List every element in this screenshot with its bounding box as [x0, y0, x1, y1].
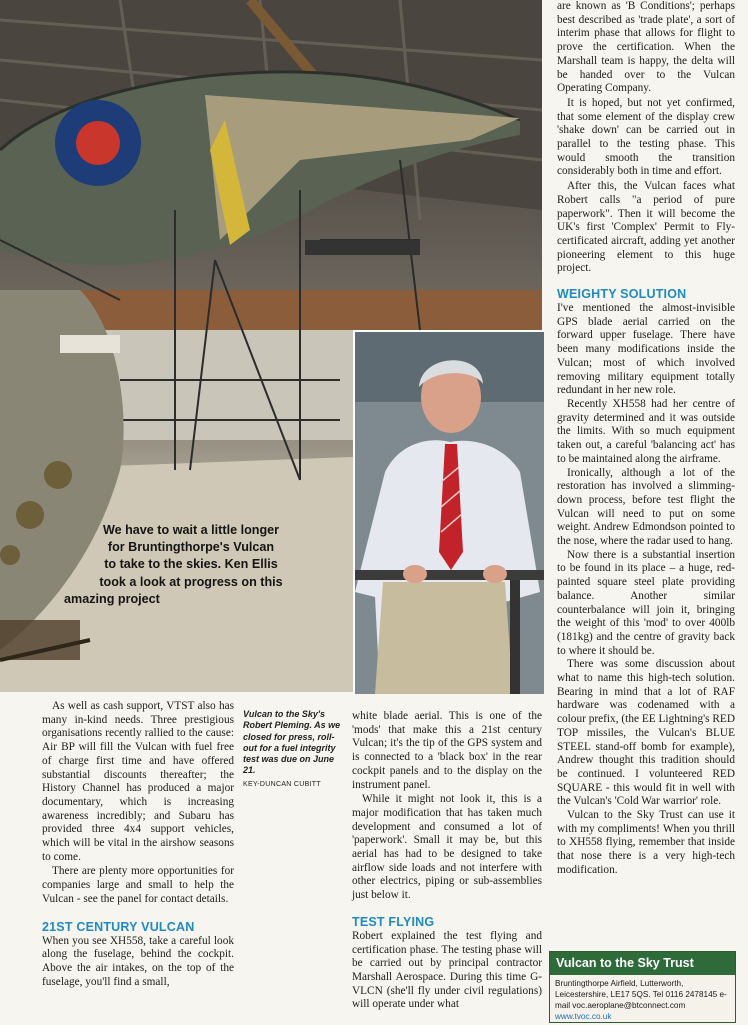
standfirst-line: amazing project: [64, 591, 160, 606]
paragraph: It is hoped, but not yet confirmed, that some element of the display crew 'shake down' can be carried out in parallel to the testing phase. This would smooth the transition considerably both in time and effort.: [557, 96, 735, 178]
section-heading-weighty-solution: WEIGHTY SOLUTION: [557, 287, 687, 302]
standfirst-line: to take to the skies. Ken Ellis: [104, 557, 278, 572]
section-heading-test-flying: TEST FLYING: [352, 914, 435, 929]
robert-pleming-portrait: [353, 330, 544, 694]
trust-panel-title: Vulcan to the Sky Trust: [550, 952, 735, 975]
standfirst-line: for Bruntingthorpe's Vulcan: [107, 540, 275, 555]
trust-website-link[interactable]: www.tvoc.co.uk: [555, 1012, 612, 1021]
article-column-1: [42, 700, 234, 989]
paragraph: When you see XH558, take a careful look along the fuselage, behind the cockpit. Above the air intakes, on the top of the fuselage, you'll find a small,: [42, 934, 234, 988]
portrait-illustration: [355, 332, 544, 694]
paragraph: are known as 'B Conditions'; perhaps best described as 'trade plate', a sort of interim phase that allows for flight to prove the certification. When the Marshall team is happy, the delta will be handed over to the Vulcan Operating Company.: [557, 0, 735, 95]
standfirst-line: We have to wait a little longer: [102, 523, 280, 537]
photo-credit: KEY-DUNCAN CUBITT: [243, 780, 321, 788]
caption-text: Vulcan to the Sky's Robert Pleming. As we closed for press, roll-out for a fuel integrity test was due on June 21.: [243, 709, 341, 776]
paragraph: Now there is a substantial insertion to be found in its place – a huge, red-painted square steel plate providing balance. Another similar counterbalance will join it, bringing the weight of this 'mod' to over 400lb (181kg) and the centre of gravity back to where it should be.: [557, 548, 735, 657]
paragraph: After this, the Vulcan faces what Robert calls "a period of pure paperwork". Then it will become the UK's first 'Complex' Permit to Fly-certificated aircraft, adding yet another pioneering element to this huge project.: [557, 180, 735, 275]
standfirst: [62, 522, 320, 608]
article-column-2: [352, 710, 542, 1012]
paragraph: There are plenty more opportunities for companies large and small to help the Vulcan - see the panel for contact details.: [42, 865, 234, 905]
paragraph: I've mentioned the almost-invisible GPS blade aerial carried on the forward upper fuselage. There have been many modifications inside the Vulcan; most of which involved removing military equipment totally redundant in her new role.: [557, 302, 735, 397]
paragraph: While it might not look it, this is a major modification that has taken much development and consumed a lot of 'paperwork'. Small it may be, but this aerial has had to be designed to take airflow side loads and not interfere with other electrics, piping or sub-assemblies just below it.: [352, 793, 542, 902]
paragraph: Robert explained the test flying and certification phase. The testing phase will be carried out by principal contractor Marshall Aerospace. During this time G-VLCN (she'll fly under civil regulations) will operate under what: [352, 929, 542, 1011]
paragraph: Ironically, although a lot of the restoration has involved a slimming-down process, before test flight the Vulcan will need to put on some weight. Andrew Edmondson pointed to the nose, where the radar used to hang.: [557, 466, 735, 548]
paragraph: There was some discussion about what to name this high-tech solution. Bearing in mind that a lot of RAF hardware was codenamed with a colour prefix, (the EE Lightning's RED TOP missiles, the Vulcan's BLUE STEEL stand-off bomb for example), Andrew thought this tradition should be continued. I volunteered RED SQUARE - this would fit in well with the Vulcan's 'Cold War warrior' role.: [557, 658, 735, 808]
trust-email[interactable]: voc.aeroplane@btconnect.com: [572, 1001, 686, 1010]
trust-panel-body: [550, 975, 735, 1025]
article-column-3: [557, 0, 735, 878]
section-heading-21st-century-vulcan: 21ST CENTURY VULCAN: [42, 919, 195, 934]
paragraph: Recently XH558 had her centre of gravity determined and it was outside the limits. With so much equipment taken out, a careful 'balancing act' has to be maintained along the airframe.: [557, 397, 735, 465]
photo-caption: [243, 709, 343, 790]
standfirst-line: took a look at progress on this: [99, 574, 283, 589]
trust-contact-panel: [549, 951, 736, 1023]
trust-address: Bruntingthorpe Airfield, Lutterworth, Leicestershire, LE17 5QS. Tel 0116 2478145 e-mail: [555, 979, 727, 1010]
paragraph: As well as cash support, VTST also has many in-kind needs. Three prestigious organisations recently rallied to the cause: Air BP will fill the Vulcan with fuel free of charge first time and have offered substantial discounts thereafter; the History Channel has produced a major documentary, which is increasing awareness incredibly; and Subaru has provided three 4x4 support vehicles, which will be vital in the airshow seasons to come.: [42, 700, 234, 863]
paragraph: white blade aerial. This is one of the 'mods' that make this a 21st century Vulcan; it's the tip of the GPS system and is connected to a 'black box' in the rear cockpit panels and to the display on the instrument panel.: [352, 710, 542, 791]
paragraph: Vulcan to the Sky Trust can use it with my compliments! When you thrill to XH558 flying, remember that inside that nose there is a very high-tech modification.: [557, 809, 735, 876]
